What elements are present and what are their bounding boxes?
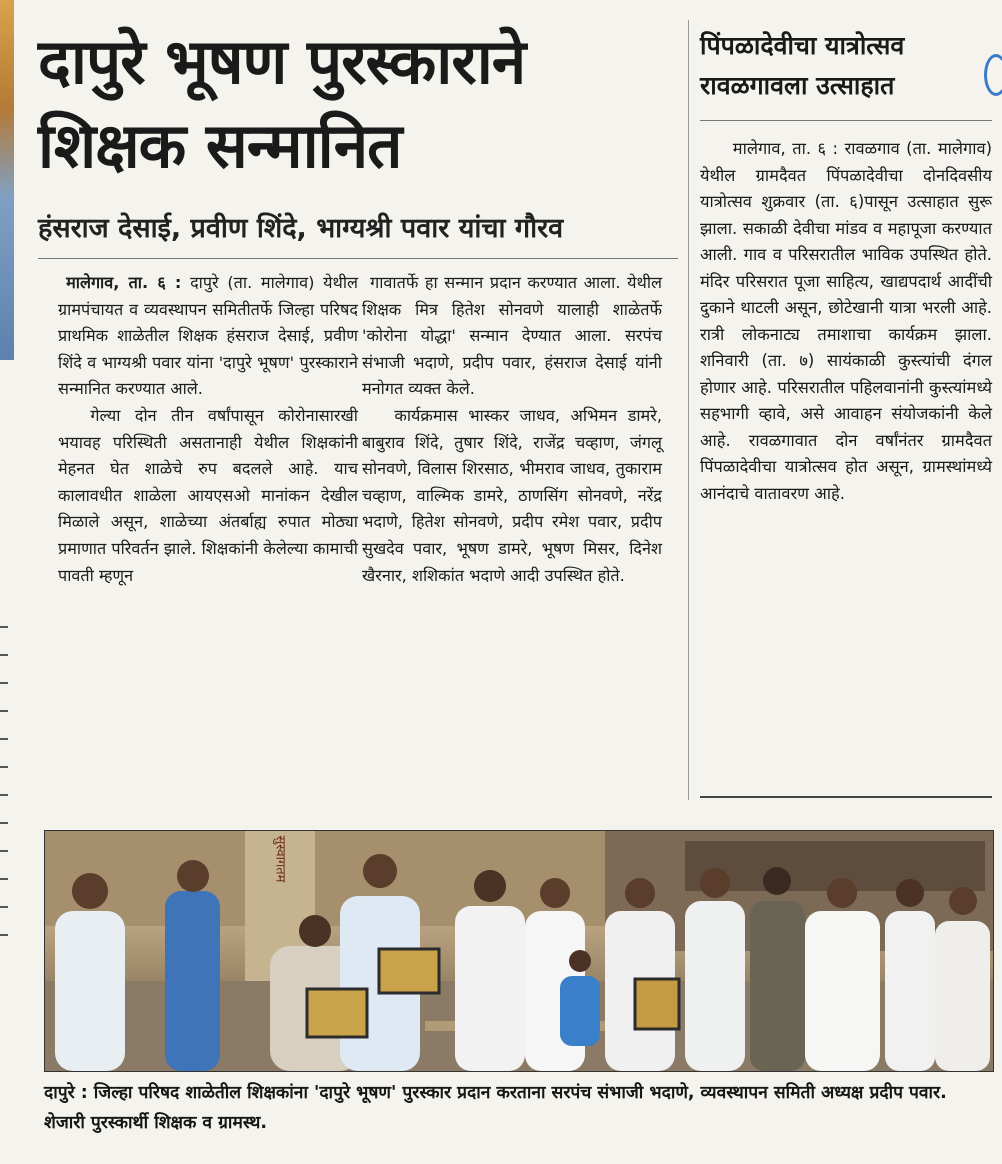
wall-sign-text: सुस्वागतम: [272, 835, 288, 883]
article-paragraph: [58, 270, 358, 403]
photo-caption: दापुरे : जिल्हा परिषद शाळेतील शिक्षकांना 'दापुरे भूषण' पुरस्कार प्रदान करताना सरपंच संभाजी भदाणे, व्यवस्थापन समिती अध्यक्ष प्रदीप पवार. शेजारी पुरस्कार्थी शिक्षक व ग्रामस्थ.: [44, 1083, 947, 1133]
main-headline: [38, 20, 678, 188]
column-divider: [688, 20, 689, 800]
paragraph-text: दापुरे (ता. मालेगाव) येथील ग्रामपंचायत व व्यवस्थापन समितीतर्फे जिल्हा परिषद प्राथमिक शाळेतील शिक्षक हंसराज देसाई, प्रवीण शिंदे व भाग्यश्री पवार यांना 'दापुरे भूषण' पुरस्काराने सन्मानित करण्यात आले.: [58, 273, 358, 399]
side-headline-rule: [700, 120, 992, 121]
photo-illustration: [45, 831, 993, 1071]
dateline: मालेगाव, ता. ६ :: [66, 273, 182, 292]
article-paragraph: गावातर्फे हा सन्मान प्रदान करण्यात आला. येथील शिक्षक मित्र हितेश सोनवणे यालाही शाळेतर्फे 'कोरोना योद्धा' सन्मान देण्यात आला. सरपंच संभाजी भदाणे, प्रदीप पवार, हंसराज देसाई यांनी मनोगत व्यक्त केले.: [362, 273, 662, 399]
page-ornament-icon: [984, 54, 1002, 96]
adjacent-page-edge: [0, 0, 14, 360]
article-paragraph: कार्यक्रमास भास्कर जाधव, अभिमन डामरे, बाबुराव शिंदे, तुषार शिंदे, राजेंद्र चव्हाण, जंगलू सोनवणे, विलास शिरसाठ, भीमराव जाधव, तुकाराम चव्हाण, वाल्मिक डामरे, ठाणसिंग सोनवणे, नरेंद्र भदाणे, हितेश सोनवणे, प्रदीप रमेश पवार, प्रदीप सुखदेव पवार, भूषण डामरे, भूषण मिसर, दिनेश खैरनार, शशिकांत भदाणे आदी उपस्थित होते.: [362, 405, 662, 585]
main-subheadline: हंसराज देसाई, प्रवीण शिंदे, भाग्यश्री पवार यांचा गौरव: [38, 213, 564, 244]
side-article-paragraph: मालेगाव, ता. ६ : रावळगाव (ता. मालेगाव) येथील ग्रामदैवत पिंपळादेवीचा दोनदिवसीय यात्रोत्सव शुक्रवार (ता. ६)पासून उत्साहात सुरू झाला. सकाळी देवीचा मांडव व महापूजा करण्यात आली. गाव व परिसरातील भाविक उपस्थित होते. मंदिर परिसरात पूजा साहित्य, खाद्यपदार्थ आदींची दुकाने थाटली असून, छोटेखानी यात्रा भरली आहे. रात्री लोकनाट्य तमाशाचा कार्यक्रम झाला. शनिवारी (ता. ७) सायंकाळी कुस्त्यांची दंगल होणार आहे. परिसरातील पहिलवानांनी कुस्त्यांमध्ये सहभागी व्हावे, असे आवाहन संयोजकांनी केले आहे. रावळगावात दोन वर्षांनंतर ग्रामदैवत पिंपळादेवीचा यात्रोत्सव होत असून, ग्रामस्थांमध्ये आनंदाचे वातावरण आहे.: [700, 139, 992, 503]
side-headline: [700, 26, 992, 106]
headline-line-2: शिक्षक सन्मानित: [38, 109, 402, 182]
side-headline-line-2: रावळगावला उत्साहात: [700, 71, 895, 100]
side-headline-line-1: पिंपळादेवीचा यात्रोत्सव: [700, 31, 905, 60]
side-article-end-rule: [700, 796, 992, 798]
side-article-body: [700, 136, 992, 507]
article-paragraph: गेल्या दोन तीन वर्षांपासून कोरोनासारखी भयावह परिस्थिती असतानाही येथील शिक्षकांनी मेहनत घेत शाळेचे रुप बदलले आहे. याच कालावधीत शाळेला आयएसओ मानांकन देखील मिळाले असून, शाळेच्या अंतर्बाह्य रुपात मोठ्या प्रमाणात परिवर्तन झाले. शिक्षकांनी केलेल्या कामाची पावती म्हणून: [58, 405, 358, 585]
headline-line-1: दापुरे भूषण पुरस्काराने: [38, 25, 526, 98]
news-photo: [44, 830, 994, 1072]
article-column-1: [58, 270, 358, 589]
headline-rule: [38, 258, 678, 259]
adjacent-page-marks: [0, 600, 10, 1020]
article-column-2: [362, 270, 662, 589]
